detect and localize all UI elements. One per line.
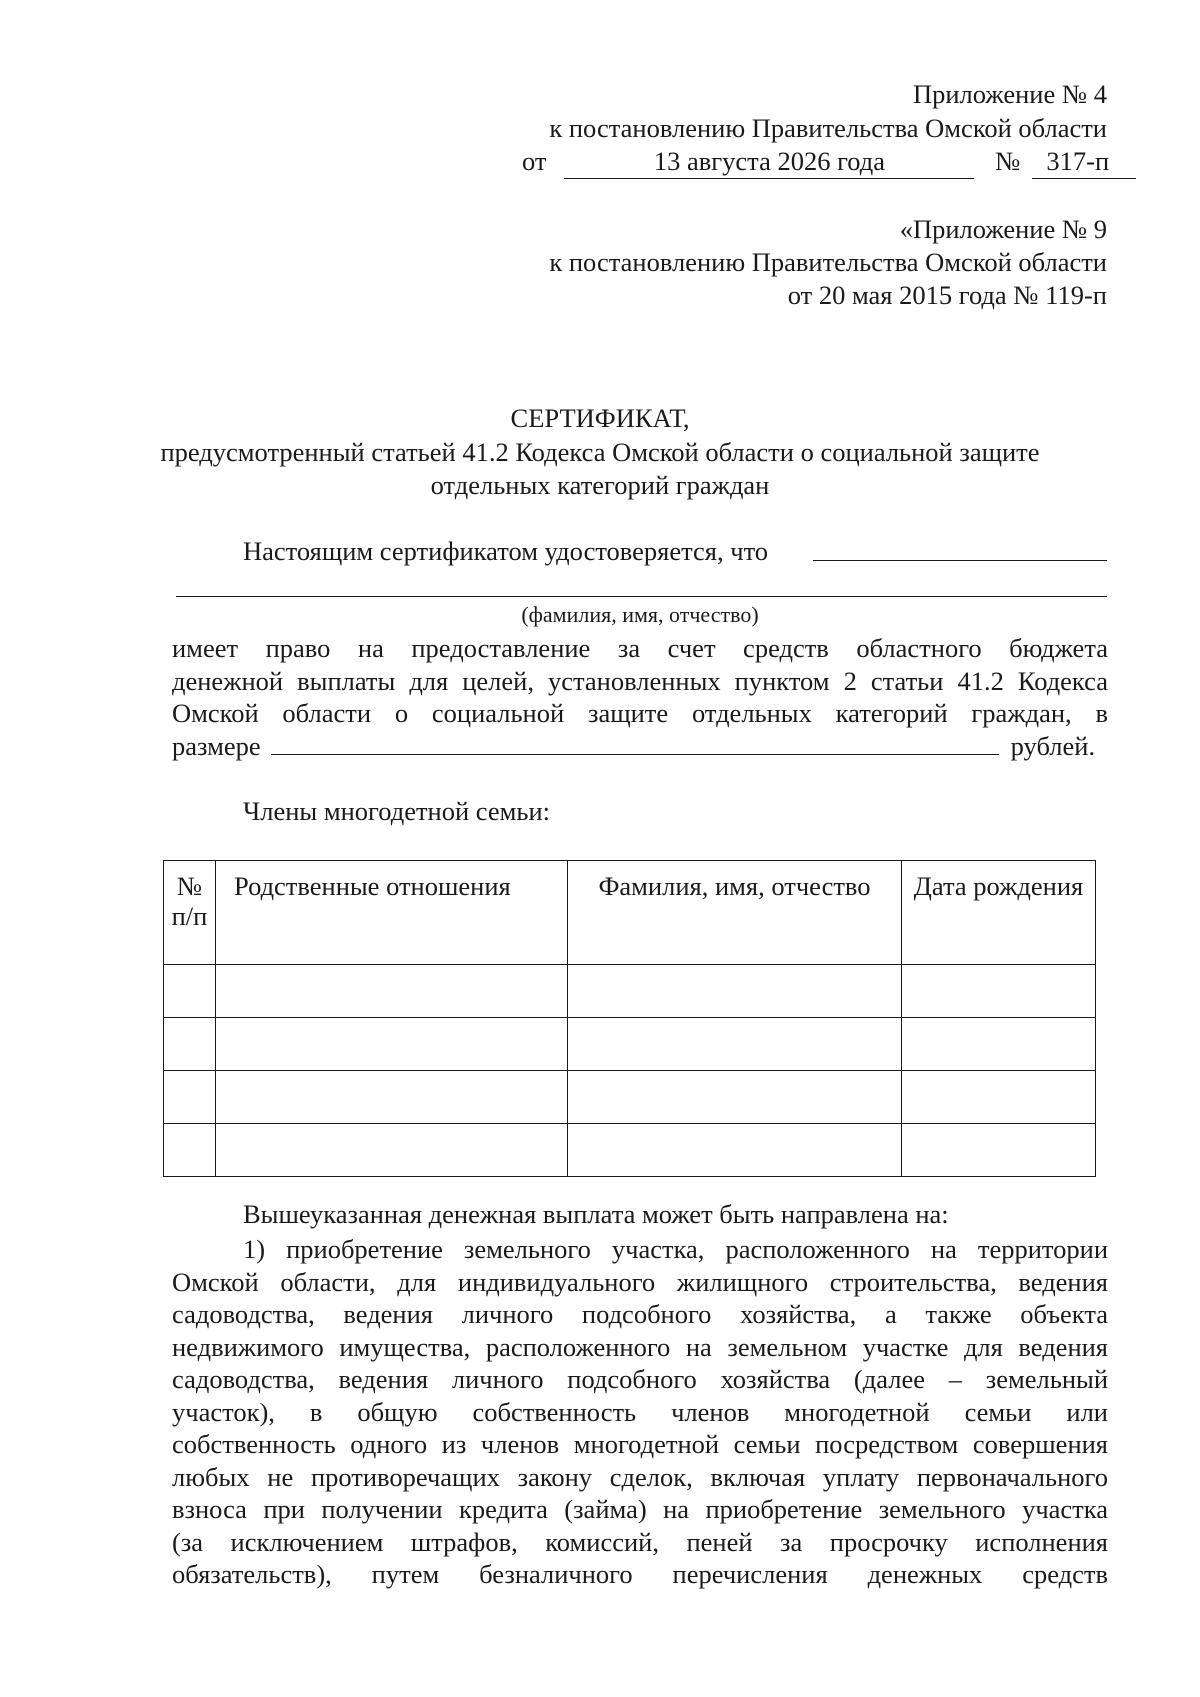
rights-paragraph: [172, 632, 1108, 730]
cell-birth-date[interactable]: [902, 1071, 1096, 1124]
column-header-fio: Фамилия, имя, отчество: [568, 861, 902, 965]
amount-row: [172, 730, 1108, 763]
table-row: [164, 1071, 1096, 1124]
column-header-birth-date: Дата рождения: [902, 861, 1096, 965]
cell-num[interactable]: [164, 1124, 216, 1177]
resolution-reference: к постановлению Правительства Омской области: [549, 113, 1107, 143]
fio-blank-line: [176, 596, 1107, 597]
family-members-label: Члены многодетной семьи:: [243, 796, 551, 826]
number-sign: №: [995, 146, 1021, 176]
certify-blank-line: [813, 560, 1107, 561]
cell-birth-date[interactable]: [902, 1124, 1096, 1177]
cell-num[interactable]: [164, 1018, 216, 1071]
document-title: СЕРТИФИКАТ,: [510, 403, 690, 433]
cell-relation[interactable]: [216, 1018, 568, 1071]
document-subtitle-line-1: предусмотренный статьей 41.2 Кодекса Омской области о социальной защите: [160, 437, 1040, 467]
cell-relation[interactable]: [216, 1124, 568, 1177]
column-header-relation: Родственные отношения: [216, 861, 568, 965]
directions-line-6: участок), в общую собственность членов многодетной семьи или: [172, 1396, 1108, 1427]
cell-num[interactable]: [164, 965, 216, 1018]
cell-birth-date[interactable]: [902, 1018, 1096, 1071]
directions-line-1: 1) приобретение земельного участка, расположенного на территории: [243, 1234, 1108, 1264]
cell-relation[interactable]: [216, 965, 568, 1018]
table-header-row: [164, 861, 1096, 965]
cell-fio[interactable]: [568, 965, 902, 1018]
certify-text: Настоящим сертификатом удостоверяется, что: [243, 536, 769, 566]
cell-fio[interactable]: [568, 1018, 902, 1071]
directions-line-7: собственность одного из членов многодетной семьи посредством совершения: [172, 1429, 1108, 1459]
directions-line-10: (за исключением штрафов, комиссий, пеней за просрочку исполнения: [172, 1526, 1108, 1557]
document-subtitle-line-2: отдельных категорий граждан: [430, 470, 770, 500]
column-header-num-text: № п/п: [171, 871, 208, 931]
directions-line-11: обязательств), путем безналичного перечисления денежных средств: [172, 1559, 1108, 1589]
amount-prefix: размере: [172, 731, 261, 761]
quoted-resolution-date: от 20 мая 2015 года № 119-п: [787, 280, 1107, 310]
rights-line-1: имеет право на предоставление за счет средств областного бюджета: [172, 633, 1108, 663]
table-row: [164, 1018, 1096, 1071]
directions-line-3: садоводства, ведения личного подсобного хозяйства, а также объекта: [172, 1299, 1108, 1329]
table-row: [164, 1124, 1096, 1177]
directions-line-5: садоводства, ведения личного подсобного хозяйства (далее – земельный: [172, 1364, 1108, 1394]
appendix-number: Приложение № 4: [912, 79, 1107, 109]
cell-fio[interactable]: [568, 1071, 902, 1124]
fio-caption: (фамилия, имя, отчество): [521, 602, 759, 627]
cell-num[interactable]: [164, 1071, 216, 1124]
cell-fio[interactable]: [568, 1124, 902, 1177]
resolution-number: 317-п: [1032, 145, 1136, 179]
family-members-table: [163, 860, 1096, 1177]
table-row: [164, 965, 1096, 1018]
amount-blank-line: [271, 730, 999, 755]
quoted-appendix-number: «Приложение № 9: [899, 214, 1107, 244]
column-header-num: [164, 861, 216, 965]
from-prefix: от: [522, 146, 547, 176]
directions-line-9: взноса при получении кредита (займа) на приобретение земельного участка: [172, 1494, 1108, 1524]
directions-line-8: любых не противоречащих закону сделок, включая уплату первоначального: [172, 1461, 1108, 1492]
cell-birth-date[interactable]: [902, 965, 1096, 1018]
cell-relation[interactable]: [216, 1071, 568, 1124]
directions-line-4: недвижимого имущества, расположенного на земельном участке для ведения: [172, 1331, 1108, 1362]
resolution-date: 13 августа 2026 года: [564, 145, 974, 179]
directions-label: Вышеуказанная денежная выплата может быть направлена на:: [243, 1199, 949, 1229]
rights-line-3: Омской области о социальной защите отдельных категорий граждан, в: [172, 698, 1108, 728]
rights-line-2: денежной выплаты для целей, установленных пунктом 2 статьи 41.2 Кодекса: [172, 665, 1108, 696]
amount-suffix: рублей.: [1010, 731, 1096, 761]
resolution-date-line: [522, 145, 1136, 179]
directions-line-2: Омской области, для индивидуального жилищного строительства, ведения: [172, 1266, 1108, 1297]
directions-paragraph: [172, 1233, 1108, 1591]
quoted-resolution-reference: к постановлению Правительства Омской области: [549, 247, 1107, 277]
